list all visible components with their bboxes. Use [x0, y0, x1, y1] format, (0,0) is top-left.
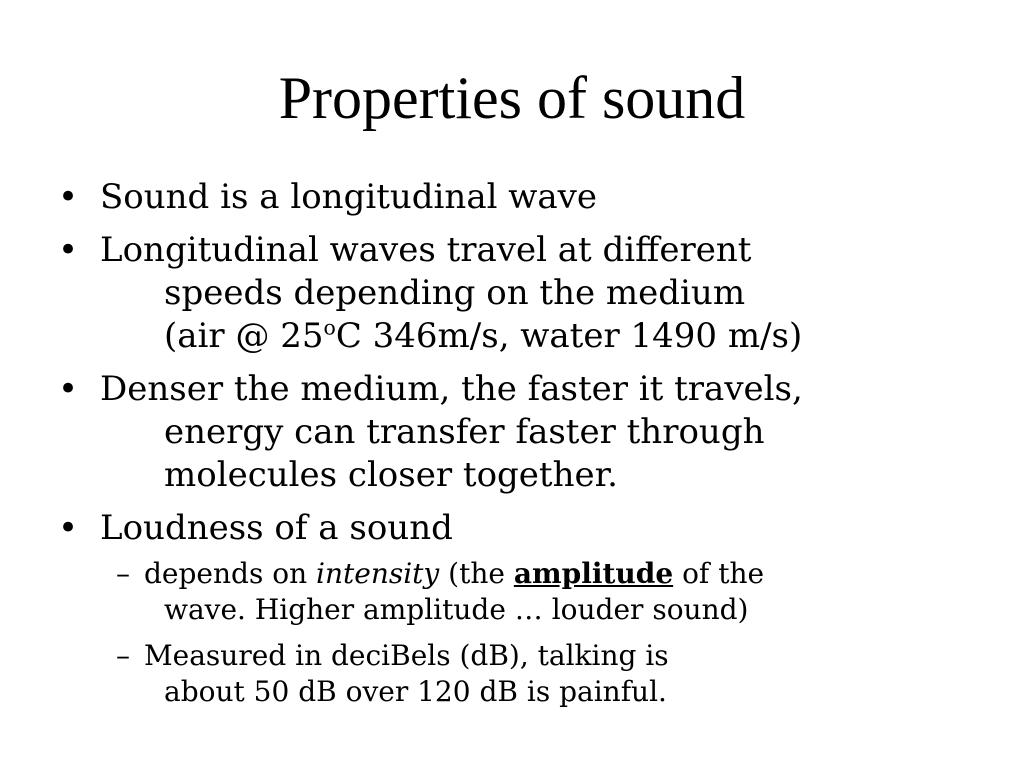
slide-body [56, 176, 976, 720]
speed-text: C 346m/s, water 1490 m/s) [335, 316, 803, 356]
slide-title: Properties of sound [278, 65, 746, 131]
sub-bullet-item [56, 556, 976, 628]
bullet-marker: • [58, 230, 79, 270]
sub-bullet-item [56, 638, 976, 710]
sub-bullet-line [144, 556, 976, 592]
sub-text: (the [439, 557, 514, 590]
bullet-marker: • [58, 508, 79, 548]
bullet-text [100, 507, 976, 550]
sub-text: of the [673, 557, 765, 590]
sub-text: depends on [144, 557, 317, 590]
bullet-text [100, 368, 976, 497]
bold-term: amplitude [513, 557, 674, 590]
bullet-line [100, 315, 976, 358]
bullet-item [56, 507, 976, 550]
degree-superscript: o [323, 315, 336, 340]
bullet-item [56, 229, 976, 358]
italic-term: intensity [316, 557, 440, 590]
bullet-marker: • [58, 177, 79, 217]
bullet-item [56, 176, 976, 219]
sub-bullet-line: wave. Higher amplitude … louder sound) [164, 593, 749, 626]
sub-bullet-line: about 50 dB over 120 dB is painful. [164, 675, 667, 708]
bullet-item [56, 368, 976, 497]
bullet-marker: • [58, 369, 79, 409]
bullet-line: Sound is a longitudinal wave [100, 177, 597, 217]
bullet-line: energy can transfer faster through [164, 412, 765, 452]
bullet-text [100, 176, 976, 219]
sub-bullet-line: Measured in deciBels (dB), talking is [144, 639, 669, 672]
sub-bullet-marker: – [116, 557, 130, 590]
sub-bullet-marker: – [116, 639, 130, 672]
bullet-text [100, 229, 976, 358]
bullet-line: Longitudinal waves travel at different [100, 230, 752, 270]
bullet-line: speeds depending on the medium [164, 273, 746, 313]
bullet-line: Loudness of a sound [100, 508, 453, 548]
bullet-line: molecules closer together. [164, 455, 618, 495]
bullet-line: Denser the medium, the faster it travels, [100, 369, 803, 409]
speed-text: (air @ 25 [164, 316, 324, 356]
